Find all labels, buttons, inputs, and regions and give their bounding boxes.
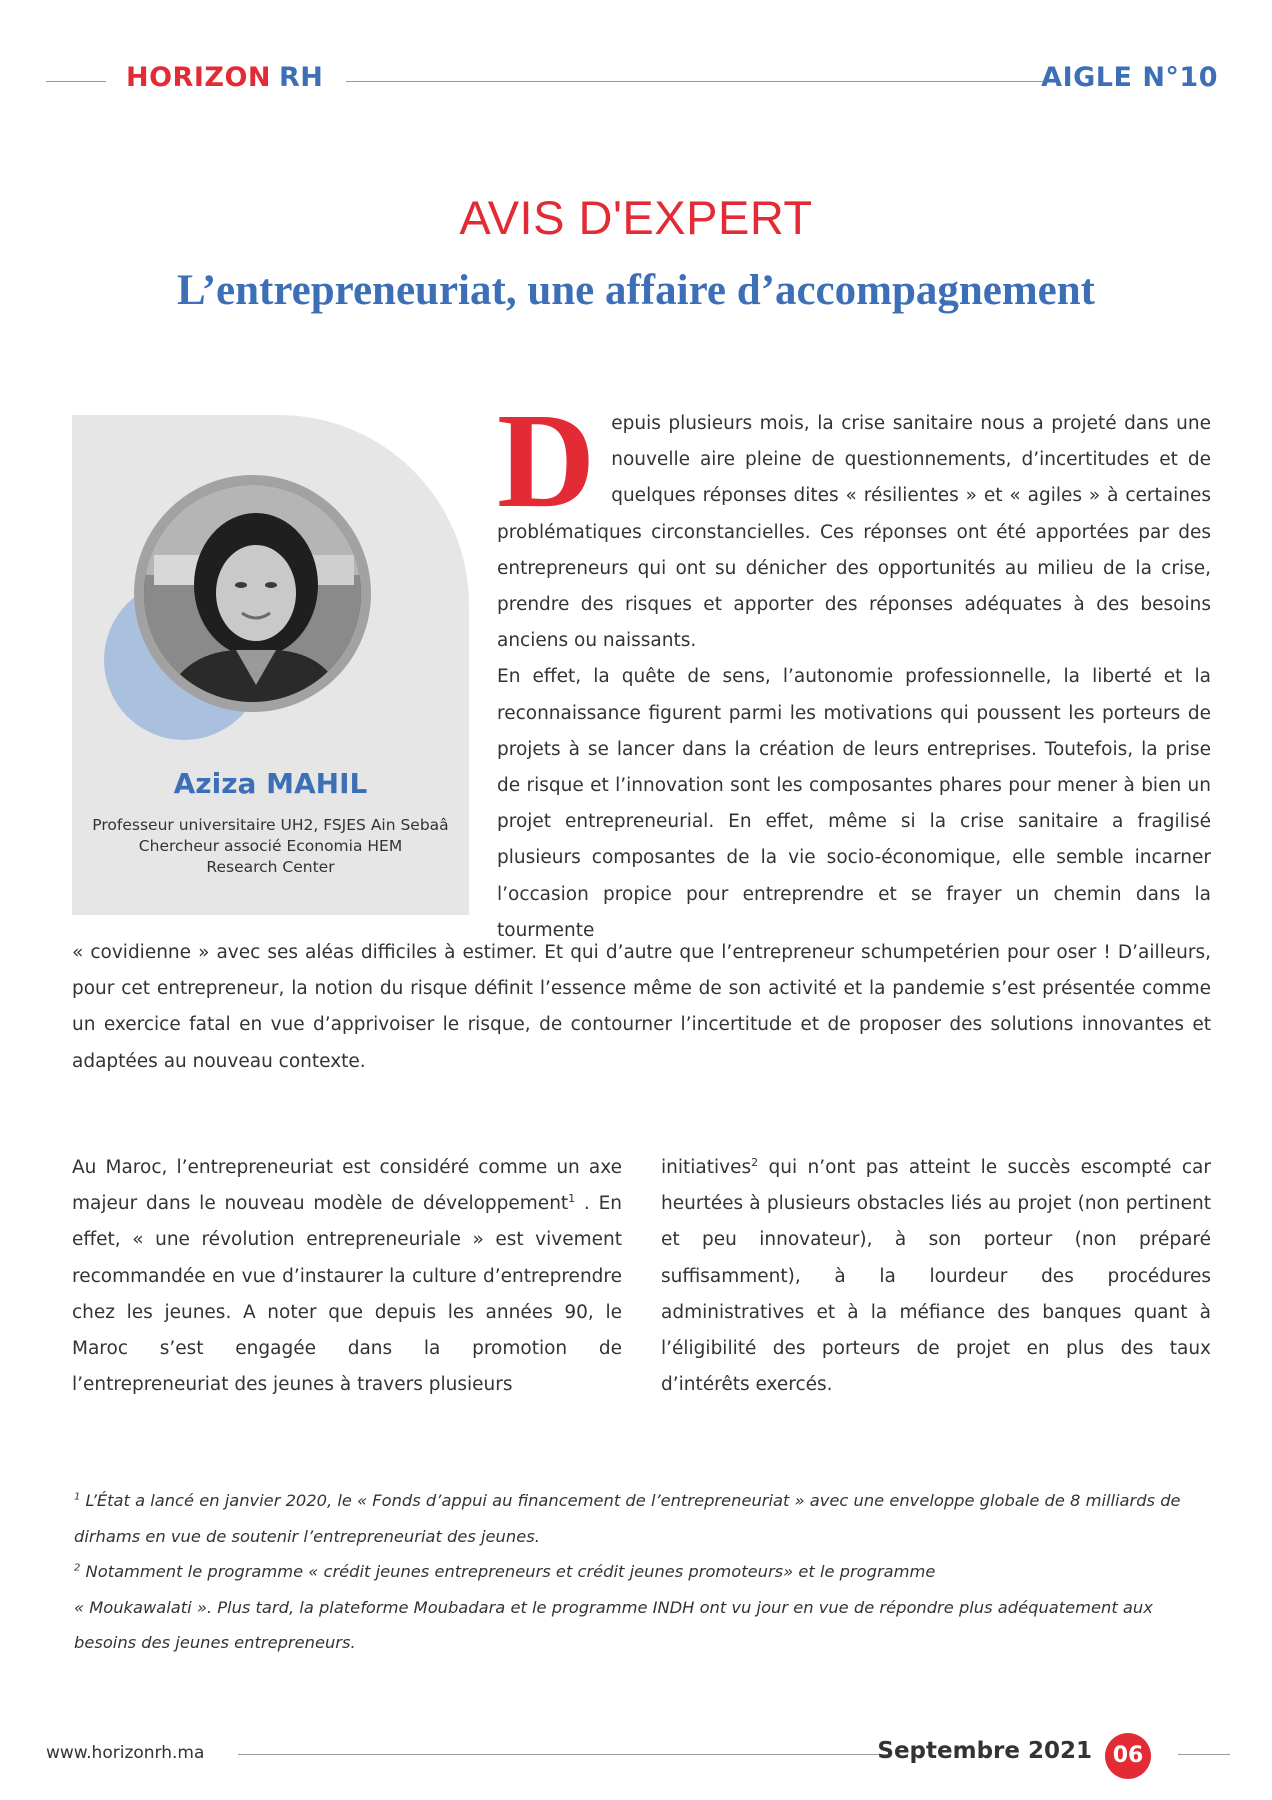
drop-cap: D (497, 386, 596, 536)
column-left-paragraph (72, 1150, 622, 1403)
author-portrait-image (144, 485, 361, 702)
text-run: initiatives (661, 1157, 752, 1178)
footer-rule-left (238, 1754, 888, 1755)
issue-number: AIGLE N°10 (1041, 62, 1218, 93)
footnote-mark: 2 (74, 1562, 81, 1574)
author-role-line: Chercheur associé Economia HEM (138, 837, 403, 855)
issue-date: Septembre 2021 (877, 1738, 1092, 1764)
website-link[interactable]: www.horizonrh.ma (46, 1743, 205, 1763)
author-role (72, 815, 469, 878)
paragraph-continuation: « covidienne » avec ses aléas difficiles à estimer. Et qui d’autre que l’entrepreneur schumpetérien pour oser ! D’ailleurs, pour cet entrepreneur, la notion du risque définit l’essence même de son activité et la pandemie s’est présentée comme un exercice fatal en vue d’apprivoiser le risque, de contourner l’incertitude et de proposer des solutions innovantes et adaptées au nouveau contexte. (72, 942, 1211, 1072)
author-role-line: Professeur universitaire UH2, FSJES Ain Sebaâ (92, 816, 449, 834)
paragraph: En effet, la quête de sens, l’autonomie professionnelle, la liberté et la reconnaissance figurent parmi les motivations qui poussent les porteurs de projets à se lancer dans la création de leurs entreprises. Toutefois, la prise de risque et l’innovation sont les composantes phares pour mener à bien un projet entrepreneurial. En effet, même si la crise sanitaire a fragilisé plusieurs composantes de la vie socio-économique, elle semble incarner l’occasion propice pour entreprendre et se frayer un chemin dans la tourmente (497, 666, 1211, 941)
paragraph-continuation-block (72, 935, 1211, 1080)
text-run: Au Maroc, l’entrepreneuriat est considéré comme un axe majeur dans le nouveau modèle de développement (72, 1157, 622, 1215)
author-card (72, 415, 469, 915)
footnote-ref-1: 1 (568, 1192, 576, 1206)
column-right (661, 1150, 1211, 1403)
footnote-text: L’État a lancé en janvier 2020, le « Fonds d’appui au financement de l’entrepreneuriat » avec une enveloppe globale de 8 milliards de dirhams en vue de soutenir l’entrepreneuriat des jeunes. (74, 1491, 1181, 1546)
author-photo-ring (134, 475, 371, 712)
section-title: AVIS D'EXPERT (459, 191, 813, 244)
logo-rh: RH (279, 62, 324, 93)
footnote-mark: 1 (74, 1491, 81, 1503)
intro-paragraph: epuis plusieurs mois, la crise sanitaire nous a projeté dans une nouvelle aire pleine de questionnements, d’incertitudes et de quelques réponses dites « résilientes » et « agiles » à certaines problématiques circonstancielles. Ces réponses ont été apportées par des entrepreneurs qui ont su dénicher des opportunités au milieu de la crise, prendre des risques et apporter des réponses adéquates à des besoins anciens ou naissants. (497, 413, 1211, 652)
footnote-2-continued: « Moukawalati ». Plus tard, la plateforme Moubadara et le programme INDH ont vu jour en vue de répondre plus adéquatement aux besoins des jeunes entrepreneurs. (74, 1597, 1153, 1652)
header-rule-left (46, 81, 106, 82)
article-intro (497, 386, 1211, 949)
footnote-1 (74, 1483, 1214, 1554)
author-photo (144, 485, 361, 702)
footnote-2 (74, 1554, 1214, 1590)
author-name: Aziza MAHIL (173, 767, 368, 800)
article-title: L’entrepreneuriat, une affaire d’accompagnement (176, 267, 1095, 314)
text-run: qui n’ont pas atteint le succès escompté car heurtées à plusieurs obstacles liés au projet (non pertinent et peu innovateur), à son porteur (non préparé suffisamment), à la lourdeur des procédures administratives et à la méfiance des banques quant à l’éligibilité des porteurs de projet en plus des taux d’intérêts exercés. (661, 1157, 1211, 1396)
author-role-line: Research Center (206, 858, 335, 876)
logo-horizon: HORIZON (126, 62, 272, 93)
column-left (72, 1150, 622, 1403)
logo (126, 62, 323, 93)
footer-rule-right (1178, 1754, 1230, 1755)
footnotes (74, 1483, 1214, 1661)
text-run: . En effet, « une révolution entrepreneuriale » est vivement recommandée en vue d’instaurer la culture d’entreprendre chez les jeunes. A noter que depuis les années 90, le Maroc s’est engagée dans la promotion de l’entrepreneuriat des jeunes à travers plusieurs (72, 1193, 622, 1396)
footnote-text: Notamment le programme « crédit jeunes entrepreneurs et crédit jeunes promoteurs» et le programme (80, 1562, 936, 1581)
column-right-paragraph (661, 1150, 1211, 1403)
header-rule-middle (346, 81, 1046, 82)
page-number-badge: 06 (1105, 1733, 1151, 1779)
footnote-ref-2: 2 (751, 1155, 759, 1169)
